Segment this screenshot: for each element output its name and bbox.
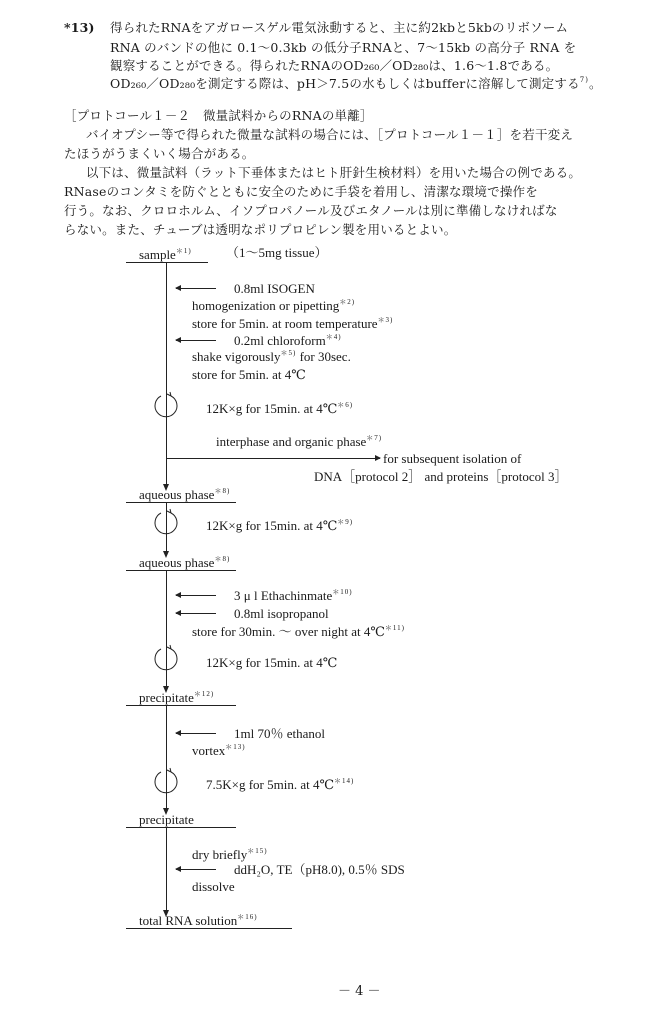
dna-protein-label: DNA［protocol 2］ and proteins［protocol 3］ xyxy=(314,469,568,484)
step-vortex: vortex$^{*13)}$ xyxy=(192,743,246,758)
step-store-overnight: store for 30min. ～ over night at 4℃$^{*11)}$ xyxy=(192,624,405,639)
flow-line xyxy=(166,827,167,912)
add-arrow xyxy=(176,288,216,289)
reagent-chloroform: 0.2ml chloroform$^{*4)}$ xyxy=(234,333,342,348)
paragraph-line: 行う。なお、クロロホルム、イソプロパノール及びエタノールは別に準備しなければな xyxy=(64,203,558,218)
footnote-ref: 7) xyxy=(579,76,589,84)
paragraph-line: 以下は、微量試料（ラット下垂体またはヒト肝針生検材料）を用いた場合の例である。 xyxy=(86,165,582,180)
step-underline xyxy=(126,570,236,571)
paragraph-line: らない。また、チューブは透明なポリプロピレン製を用いるとよい。 xyxy=(64,222,457,237)
step-underline xyxy=(126,928,292,929)
step-spin: 12K×g for 15min. at 4℃$^{*6)}$ xyxy=(206,401,354,416)
protocol-heading: ［プロトコール１－２ 微量試料からのRNAの単離］ xyxy=(64,108,373,123)
paragraph-line: バイオプシー等で得られた微量な試料の場合には、［プロトコール１－１］を若干変え xyxy=(86,127,574,142)
step-shake: shake vigorously$^{*5)}$ for 30sec. xyxy=(192,349,351,364)
step-underline xyxy=(126,502,236,503)
note-line: OD₂₆₀／OD₂₈₀を測定する際は、pH＞7.5の水もしくはbufferに溶解して測定する$^{7)}$。 xyxy=(110,76,602,91)
centrifuge-icon xyxy=(149,507,183,541)
step-precipitate: precipitate xyxy=(139,812,194,827)
reagent-isogen: 0.8ml ISOGEN xyxy=(234,281,315,296)
subsequent-label: for subsequent isolation of xyxy=(383,451,522,466)
step-spin: 12K×g for 15min. at 4℃ xyxy=(206,655,338,670)
add-arrow xyxy=(176,613,216,614)
page-number: － 4 － xyxy=(338,984,381,999)
step-precipitate: precipitate$^{*12)}$ xyxy=(139,690,215,705)
note-marker: *13) xyxy=(64,20,95,35)
step-spin: 7.5K×g for 5min. at 4℃$^{*14)}$ xyxy=(206,777,355,792)
step-store-4c: store for 5min. at 4℃ xyxy=(192,367,306,382)
step-dissolve: dissolve xyxy=(192,879,235,894)
paragraph-line: たほうがうまくいく場合がある。 xyxy=(64,146,255,161)
step-underline xyxy=(126,705,236,706)
step-spin: 12K×g for 15min. at 4℃$^{*9)}$ xyxy=(206,518,354,533)
reagent-buffer: ddH₂O, TE（pH8.0), 0.5％ SDS xyxy=(234,862,405,877)
step-total-rna: total RNA solution$^{*16)}$ xyxy=(139,913,258,928)
step-underline xyxy=(126,827,236,828)
add-arrow xyxy=(176,733,216,734)
step-aqueous-phase: aqueous phase$^{*8)}$ xyxy=(139,555,231,570)
interphase-label: interphase and organic phase$^{*7)}$ xyxy=(216,434,383,449)
branch-arrow xyxy=(167,458,380,459)
add-arrow xyxy=(176,595,216,596)
reagent-isopropanol: 0.8ml isopropanol xyxy=(234,606,329,621)
reagent-ethanol: 1ml 70％ ethanol xyxy=(234,726,325,741)
centrifuge-icon xyxy=(149,390,183,424)
flow-line xyxy=(166,263,167,485)
step-homogenize: homogenization or pipetting$^{*2)}$ xyxy=(192,298,356,313)
step-dry: dry briefly$^{*15)}$ xyxy=(192,847,268,862)
note-line: RNA のバンドの他に 0.1～0.3kb の低分子RNAと、7～15kb の高分子 RNA を xyxy=(110,40,577,55)
sample-amount: （1～5mg tissue） xyxy=(226,245,328,260)
reagent-ethachinmate: 3 μ l Ethachinmate$^{*10)}$ xyxy=(234,588,353,603)
note-line: 得られたRNAをアガロースゲル電気泳動すると、主に約2kbと5kbのリボソーム xyxy=(110,20,569,35)
step-underline xyxy=(126,262,208,263)
centrifuge-icon xyxy=(149,766,183,800)
paragraph-line: RNaseのコンタミを防ぐとともに安全のために手袋を着用し、清潔な環境で操作を xyxy=(64,184,538,199)
add-arrow xyxy=(176,869,216,870)
step-sample: sample$^{*1)}$ xyxy=(139,247,192,262)
note-line: 観察することができる。得られたRNAのOD₂₆₀／OD₂₈₀は、1.6～1.8である。 xyxy=(110,58,559,73)
add-arrow xyxy=(176,340,216,341)
step-store-rt: store for 5min. at room temperature$^{*3)}$ xyxy=(192,316,394,331)
centrifuge-icon xyxy=(149,643,183,677)
step-aqueous-phase: aqueous phase$^{*8)}$ xyxy=(139,487,231,502)
